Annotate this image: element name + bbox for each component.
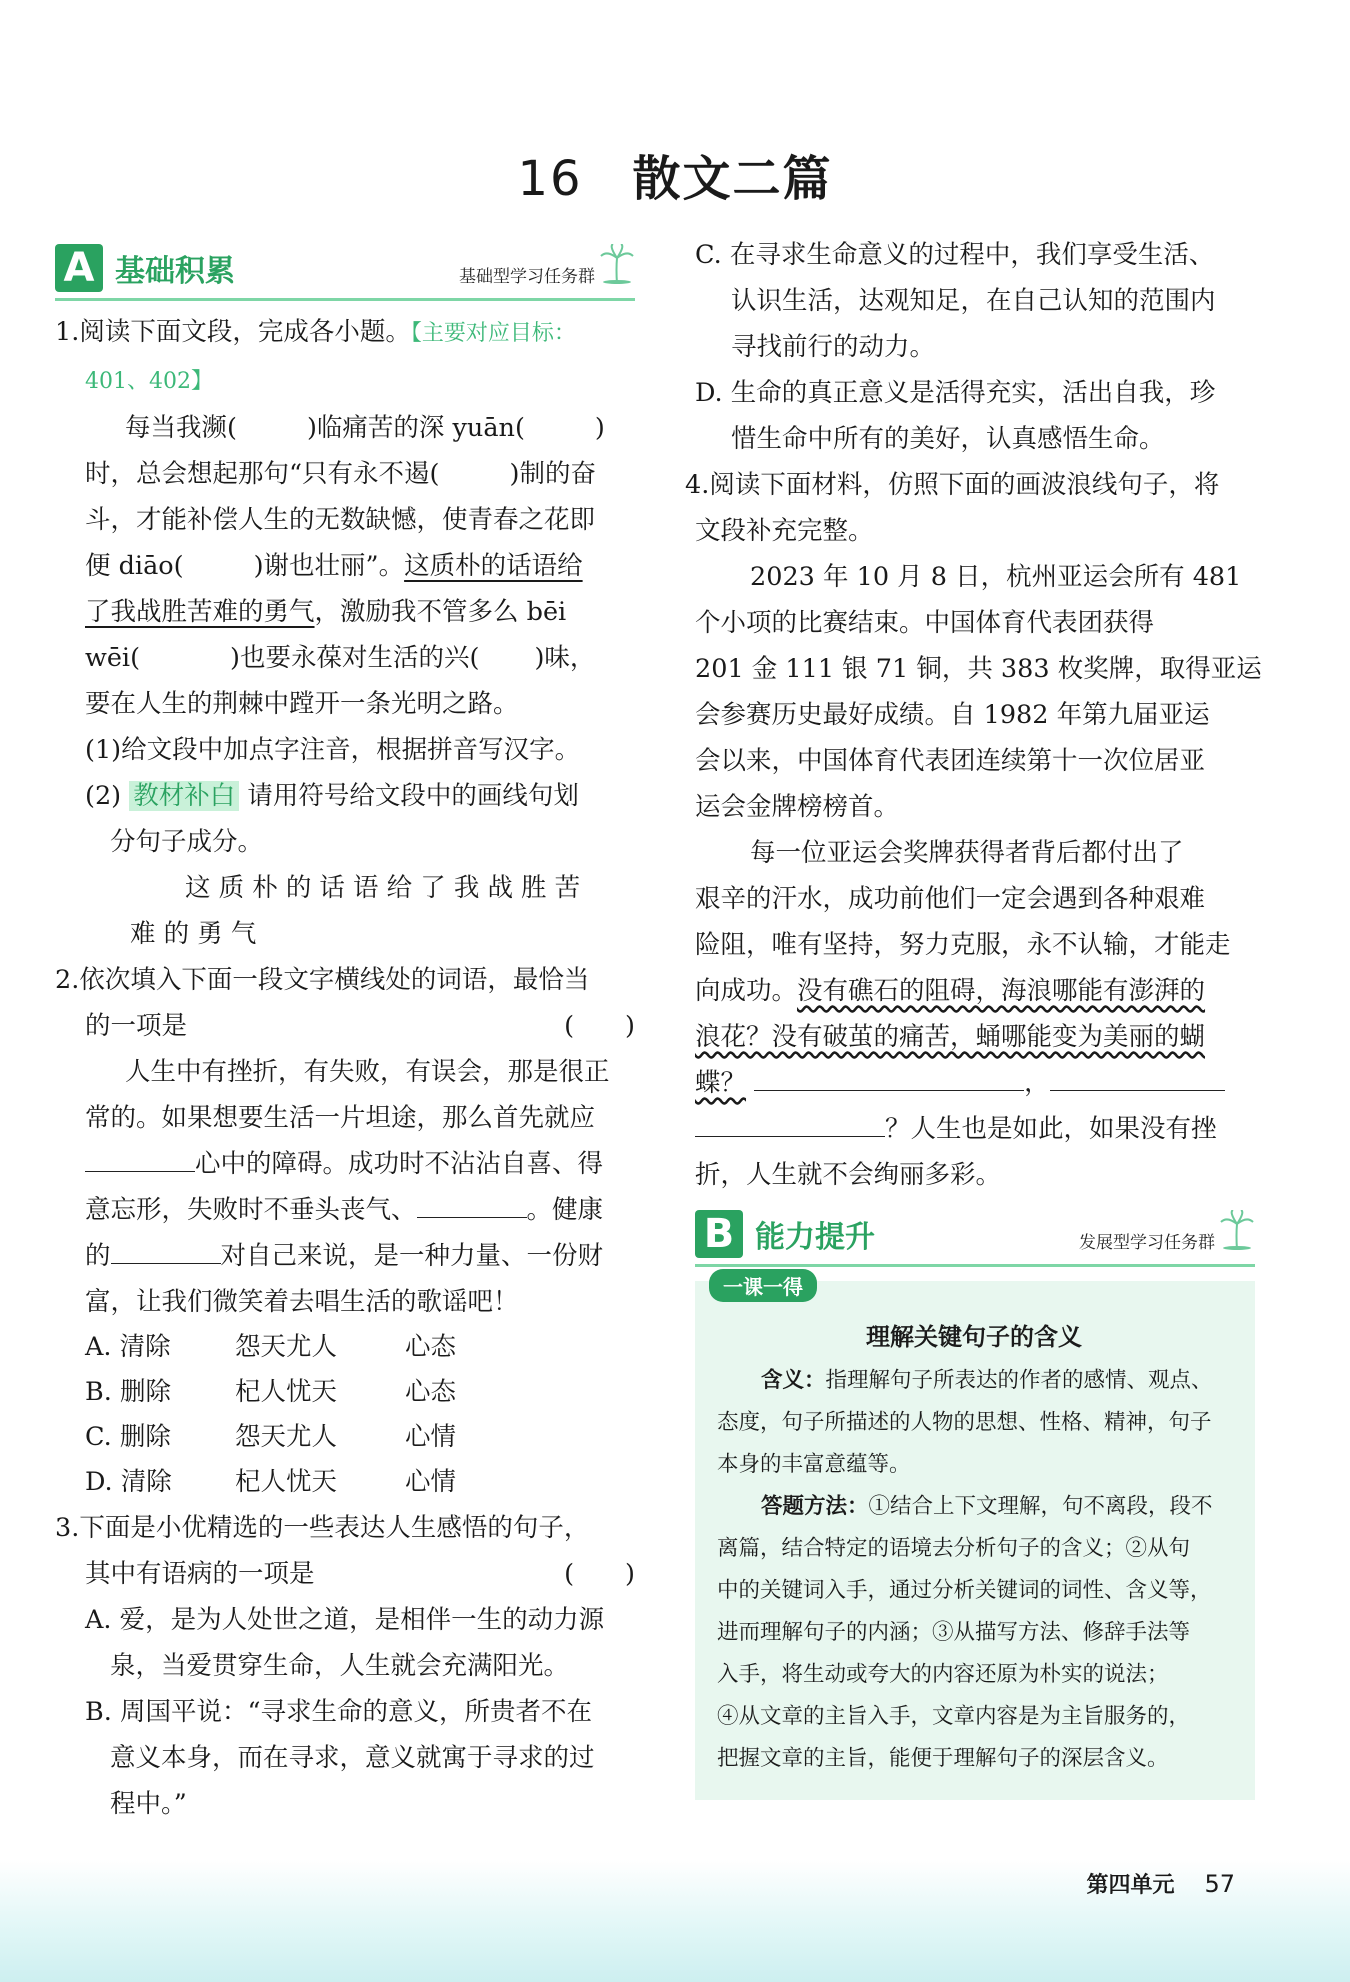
q2-text: 。健康 (526, 1195, 604, 1225)
q4-text: 险阻，唯有坚持，努力克服，永不认输，才能走 (695, 930, 1231, 960)
tip-label-meaning: 含义： (761, 1368, 826, 1393)
right-column (685, 232, 1262, 1800)
q3-option-d[interactable]: D. 生命的真正意义是活得充实，活出自我，珍 (695, 378, 1216, 408)
q1-text: )制的奋 (509, 459, 596, 489)
q3-answer-paren[interactable]: ( ) (564, 1559, 635, 1589)
q2-blank-2[interactable] (417, 1191, 527, 1218)
lesson-number: 16 (517, 151, 583, 207)
q2-text: 的 (85, 1241, 111, 1271)
q2-text: 对自己来说，是一种力量、一份财 (220, 1241, 604, 1271)
q4-text: ， (1024, 1068, 1050, 1098)
q4-stem: 文段补充完整。 (695, 516, 874, 546)
q3-option-c: 寻找前行的动力。 (731, 332, 936, 362)
palm-tree-icon (599, 244, 635, 284)
section-a-badge: A (55, 244, 103, 292)
q4-text: 个小项的比赛结束。中国体育代表团获得 (695, 608, 1155, 638)
tip-text: 入手，将生动或夸大的内容还原为朴实的说法； (717, 1662, 1169, 1687)
question-1 (55, 309, 635, 957)
q1-target-note: 【主要对应目标： (410, 321, 576, 346)
question-3 (55, 1505, 635, 1827)
footer (1086, 1868, 1235, 1899)
section-b-subtitle: 发展型学习任务群 (1079, 1233, 1215, 1253)
q4-text: 201 金 111 银 71 铜，共 383 枚奖牌，取得亚运 (695, 654, 1262, 684)
q4-text: 向成功。 (695, 976, 798, 1006)
q3-option-d: 惜生命中所有的美好，认真感悟生命。 (731, 424, 1165, 454)
q2-stem: 2.依次填入下面一段文字横线处的词语，最恰当 (55, 965, 590, 995)
q2-option-c[interactable]: C. 删除 怨天尤人 心情 (85, 1422, 457, 1452)
q1-underlined-sentence: 这质朴的话语给 (404, 551, 583, 581)
q4-wavy-sentence: 浪花？没有破茧的痛苦，蛹哪能变为美丽的蝴 (695, 1022, 1206, 1052)
q2-answer-paren[interactable]: ( ) (564, 1011, 635, 1041)
section-a-subtitle: 基础型学习任务群 (459, 267, 595, 287)
q1-subquestion-2: 请用符号给文段中的画线句划 (247, 781, 579, 811)
tip-text: 离篇，结合特定的语境去分析句子的含义；②从句 (717, 1536, 1191, 1561)
q4-wavy-sentence: 没有礁石的阻碍，海浪哪能有澎湃的 (797, 976, 1206, 1006)
q1-text: )也要永葆对生活的兴( (230, 643, 480, 673)
q2-option-b[interactable]: B. 删除 杞人忧天 心态 (85, 1377, 457, 1407)
q3-stem: 其中有语病的一项是 (85, 1559, 315, 1589)
section-b-header (695, 1206, 1255, 1267)
q2-text: 人生中有挫折，有失败，有误会，那是很正 (125, 1057, 610, 1087)
page-title (0, 140, 1350, 209)
q1-subquestion-2: 分句子成分。 (110, 827, 264, 857)
section-b-badge: B (695, 1210, 743, 1258)
unit-label: 第四单元 (1086, 1873, 1175, 1898)
q2-option-a[interactable]: A. 清除 怨天尤人 心态 (85, 1332, 457, 1362)
q1-text: )味， (534, 643, 596, 673)
lesson-title: 散文二篇 (632, 151, 833, 207)
tip-text: 态度，句子所描述的人物的思想、性格、精神，句子 (717, 1410, 1212, 1435)
q3-option-b: 意义本身，而在寻求，意义就寓于寻求的过 (110, 1743, 595, 1773)
q4-text: 会参赛历史最好成绩。自 1982 年第九届亚运 (695, 700, 1210, 730)
tip-text: 指理解句子所表达的作者的感情、观点、 (825, 1368, 1213, 1393)
page-number: 57 (1204, 1870, 1235, 1898)
q1-subquestion-2: (2) (85, 781, 122, 811)
q1-text: ，激励我不管多么 bēi (314, 597, 567, 627)
q1-text: )临痛苦的深 yuān( (306, 413, 525, 443)
tip-box (695, 1275, 1255, 1800)
q1-text: 时，总会想起那句“只有永不遏( (85, 459, 440, 489)
q4-text: 每一位亚运会奖牌获得者背后都付出了 (750, 838, 1184, 868)
q1-stem: 1.阅读下面文段，完成各小题。 (55, 317, 411, 347)
question-2 (55, 957, 635, 1505)
q3-option-b[interactable]: B. 周国平说：“寻求生命的意义，所贵者不在 (85, 1697, 592, 1727)
q3-option-b: 程中。” (110, 1789, 187, 1819)
section-a-header (55, 240, 635, 301)
q4-text: 2023 年 10 月 8 日，杭州亚运会所有 481 (750, 562, 1242, 592)
q2-text: 富，让我们微笑着去唱生活的歌谣吧！ (85, 1287, 519, 1317)
tip-text: ①结合上下文理解，句不离段，段不 (868, 1494, 1213, 1519)
q4-wavy-sentence: 蝶？ (695, 1068, 747, 1098)
q4-text: 运会金牌榜榜首。 (695, 792, 900, 822)
q1-text: )谢也壮丽”。 (253, 551, 405, 581)
q4-blank-2[interactable] (1050, 1064, 1225, 1091)
tip-text: 本身的丰富意蕴等。 (717, 1452, 911, 1477)
q1-text: wēi( (85, 643, 141, 673)
q3-option-a: 泉，当爱贯穿生命，人生就会充满阳光。 (110, 1651, 570, 1681)
q1-text: 斗，才能补偿人生的无数缺憾，使青春之花即 (85, 505, 596, 535)
question-4 (685, 462, 1262, 1198)
tip-text: 进而理解句子的内涵；③从描写方法、修辞手法等 (717, 1620, 1191, 1645)
q1-text: 每当我濒( (125, 413, 237, 443)
q1-text: ) (594, 413, 605, 443)
q1-text: 便 diāo( (85, 551, 184, 581)
tip-label-method: 答题方法： (761, 1494, 869, 1519)
q1-text: 要在人生的荆棘中蹚开一条光明之路。 (85, 689, 519, 719)
q3-option-c: 认识生活，达观知足，在自己认知的范围内 (731, 286, 1216, 316)
textbook-supplement-tag: 教材补白 (129, 781, 239, 811)
left-column (55, 240, 635, 1827)
section-a-title: 基础积累 (115, 254, 235, 289)
tip-title: 理解关键句子的含义 (866, 1323, 1082, 1351)
q3-stem: 3.下面是小优精选的一些表达人生感悟的句子， (55, 1513, 590, 1543)
q4-text: 折，人生就不会绚丽多彩。 (695, 1160, 1002, 1190)
q2-stem: 的一项是 (85, 1011, 188, 1041)
q4-stem: 4.阅读下面材料，仿照下面的画波浪线句子，将 (685, 470, 1220, 500)
section-b-title: 能力提升 (755, 1220, 875, 1255)
q1-target-codes: 401、402】 (85, 369, 213, 394)
tip-text: 把握文章的主旨，能便于理解句子的深层含义。 (717, 1746, 1169, 1771)
q4-text: 会以来，中国体育代表团连续第十一次位居亚 (695, 746, 1206, 776)
q1-answer-sentence: 难 的 勇 气 (130, 919, 257, 949)
q2-text: 常的。如果想要生活一片坦途，那么首先就应 (85, 1103, 596, 1133)
tip-tag: 一课一得 (709, 1269, 817, 1302)
q3-option-c[interactable]: C. 在寻求生命意义的过程中，我们享受生活、 (695, 240, 1215, 270)
tip-text: ④从文章的主旨入手，文章内容是为主旨服务的， (717, 1704, 1191, 1729)
q2-text: 意忘形，失败时不垂头丧气、 (85, 1195, 417, 1225)
tip-text: 中的关键词入手，通过分析关键词的词性、含义等， (717, 1578, 1212, 1603)
q1-answer-sentence: 这 质 朴 的 话 语 给 了 我 战 胜 苦 (185, 873, 581, 903)
q4-text: ？人生也是如此，如果没有挫 (885, 1114, 1217, 1144)
palm-tree-icon (1219, 1210, 1255, 1250)
q2-blank-1[interactable] (85, 1145, 195, 1172)
q3-option-a[interactable]: A. 爱，是为人处世之道，是相伴一生的动力源 (85, 1605, 605, 1635)
q4-blank-1[interactable] (754, 1064, 1024, 1091)
q1-underlined-sentence: 了我战胜苦难的勇气 (85, 597, 315, 627)
q4-text: 艰辛的汗水，成功前他们一定会遇到各种艰难 (695, 884, 1206, 914)
q4-blank-3[interactable] (695, 1110, 885, 1137)
q1-subquestion-1: (1)给文段中加点字注音，根据拼音写汉字。 (85, 735, 581, 765)
q2-option-d[interactable]: D. 清除 杞人忧天 心情 (85, 1467, 457, 1497)
q2-blank-3[interactable] (111, 1237, 221, 1264)
q2-text: 心中的障碍。成功时不沾沾自喜、得 (195, 1149, 604, 1179)
